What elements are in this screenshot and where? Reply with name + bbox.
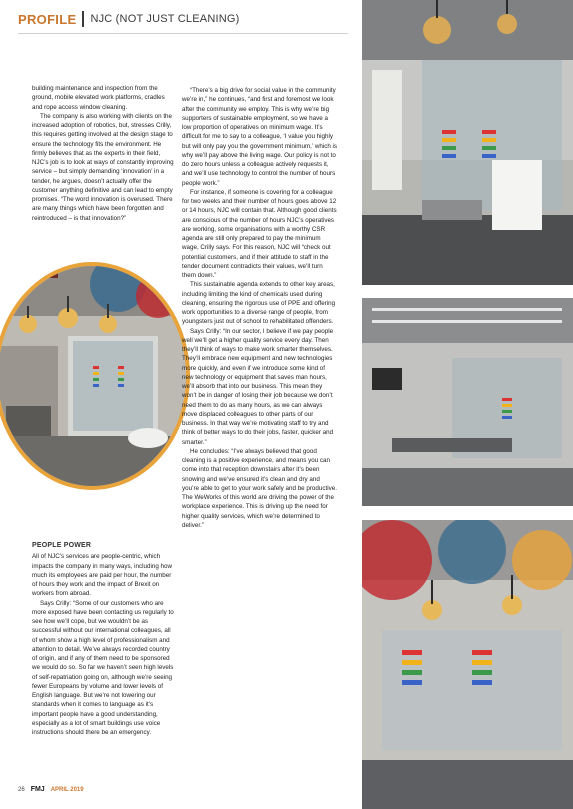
office-photo-bottom — [362, 520, 573, 809]
paragraph: “There’s a big drive for social value in the community we’re in,” he continues, “and first and foremost we look after the community we employ. This is why we’re big supporters of sustainable employment, so we have a low proportion of operatives on minimum wage. It’s difficult for me to say to a colleague, ‘I value you highly but will only pay you the government minimum,’ which is why we’ll pay above the living wage. Our policy is not to do zero hours unless a colleague actively requests it, and we’ll use technology to control the number of hours people work.” — [182, 87, 338, 187]
paragraph: Says Crilly: “Some of our customers who are more exposed have been contacting us regularly to see how we’ll cope, but we wouldn’t be as successful without our international colleagues, all of whom show a high level of professionalism and attention to detail. We’ve always recorded country of origin, and if any of them need to be sponsored we would do so. So far we haven’t seen high levels of self-repatriation going on, although we’re seeing fewer Europeans by volume and lower levels of English language. But we’re not lowering our standards when it comes to language as it’s important people have a good understanding, especially as a lot of smart buildings use voice instructions should there be an emergency. — [32, 599, 174, 736]
office-illustration — [0, 266, 186, 486]
paragraph: This sustainable agenda extends to other key areas, including limiting the kind of chemicals used during cleaning, ensuring the rigorous use of PPE and offering work opportunities to a diverse range of people, from youngsters just out of school to rehabilitated offenders. — [182, 281, 336, 326]
office-photo-circle — [0, 262, 190, 490]
paragraph: The company is also working with clients on the increased adoption of robotics, but, stresses Crilly, this requires getting involved at the design stage to ensure the technology fits the environment. He firmly believes that as the experts in their field, NJC’s job is to look at ways of constantly improving service – but simply demanding ‘innovation’ in a tender, he argues, doesn’t actually offer the customer anything definitive and can lead to empty promises. “The word innovation is overused. There are many things which have been forgotten and reintroduced – is that innovation?” — [32, 112, 174, 222]
office-illustration-top — [362, 0, 573, 285]
section-label: PROFILE — [18, 11, 77, 27]
issue-date: APRIL 2019 — [50, 786, 84, 793]
paragraph: All of NJC’s services are people-centric, which impacts the company in many ways, including how much its employees are paid per hour, the number of hours they work and the impact of Brexit on workers from abroad. — [32, 553, 172, 598]
office-photo-middle — [362, 298, 573, 506]
subheading: PEOPLE POWER — [32, 542, 92, 549]
paragraph: He concludes: “I’ve always believed that good cleaning is a positive experience, and means you can come into that reception downstairs after it’s been snowing and we’ve ensured it’s clean and dry and you’re able to get to your work safely and be productive. The WeWorks of this world are driving the power of the workplace experience. This is driving up the need for higher quality services, which we’re determined to deliver.” — [182, 447, 337, 529]
running-header — [18, 8, 239, 30]
article-title: NJC (NOT JUST CLEANING) — [90, 13, 240, 25]
page-footer — [18, 786, 84, 793]
page-number: 26 — [18, 786, 25, 793]
paragraph: Says Crilly: “In our sector, I believe if we pay people well we’ll get a higher quality service every day. Then they’ll think of ways to make work smarter themselves. They’ll embrace new equipment and new technologies more quickly, and even if we introduce some kind of new technology or equipment that saves man hours, we’ll absorb that into our business. This mean they won’t be in danger of losing their job because we don’t need them to do as many hours, as we can always move displaced colleagues to other parts of our business. In that way we’re motivating staff to try and think of better ways to do their jobs, faster, quicker and smarter.” — [182, 327, 334, 446]
column-2 — [182, 86, 338, 530]
column-1-bottom — [32, 541, 175, 737]
office-illustration-middle — [362, 298, 573, 506]
office-photo-top — [362, 0, 573, 285]
column-1-top — [32, 84, 175, 223]
header-rule — [18, 33, 348, 34]
magazine-name: FMJ — [30, 786, 45, 793]
header-divider — [82, 11, 84, 27]
office-illustration-bottom — [362, 520, 573, 809]
paragraph: building maintenance and inspection from the ground, mobile elevated work platforms, cradles and rope access window cleaning. — [32, 85, 165, 111]
paragraph: For instance, if someone is covering for a colleague for two weeks and their number of hours goes above 12 or 14 hours, NJC will contain that. Although good clients are conscious of the number of hours NJC’s operatives are working, some organisations with a worthy CSR agenda are still only prepared to pay the minimum wage, Crilly says. For this reason, NJC will “check out potential customers, and if their attitude to staff in the tender document contradicts their values, we’ll turn them down.” — [182, 188, 337, 279]
